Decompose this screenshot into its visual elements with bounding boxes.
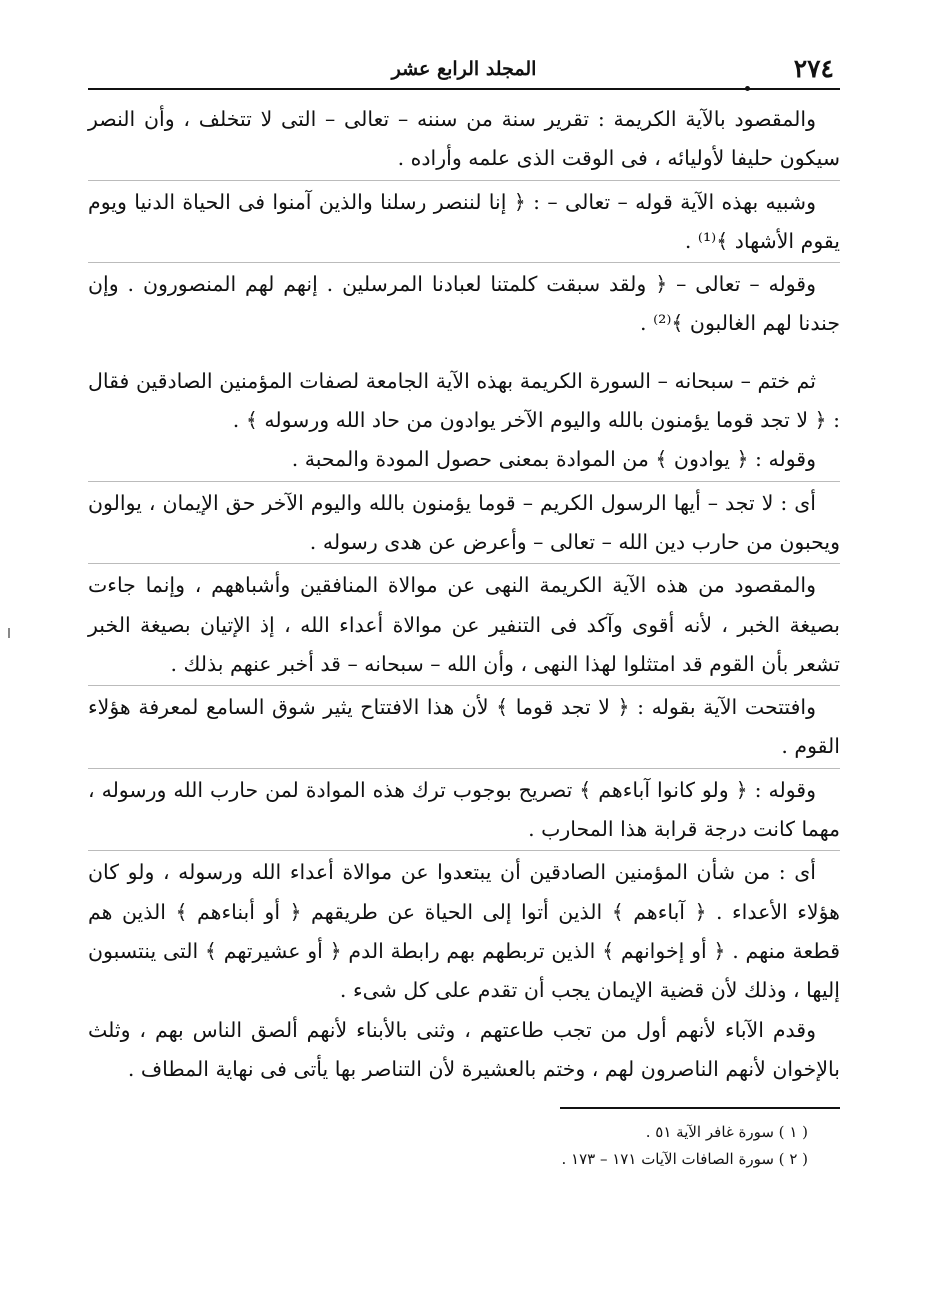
paragraph: ثم ختم – سبحانه – السورة الكريمة بهذه الآية الجامعة لصفات المؤمنين الصادقين فقال : ﴿ لا تجد قوما يؤمنون بالله واليوم الآخر يوادون من حاد الله ورسوله ﴾ .	[88, 368, 840, 433]
paragraph: والمقصود بالآية الكريمة : تقرير سنة من سننه – تعالى – التى لا تتخلف ، وأن النصر سيكون حليفا لأوليائه ، فى الوقت الذى علمه وأراده .	[88, 107, 840, 171]
running-title: المجلد الرابع عشر	[391, 58, 537, 80]
paragraph-divider	[88, 481, 840, 482]
footnote: ( ١ ) سورة غافر الآية ٥١ .	[645, 1123, 808, 1142]
page-header	[88, 50, 840, 90]
footnote: ( ٢ ) سورة الصافات الآيات ١٧١ – ١٧٣ .	[561, 1150, 808, 1169]
paragraph-divider	[88, 768, 840, 769]
paragraph-divider	[88, 850, 840, 851]
section-gap	[88, 344, 840, 362]
paragraph-divider	[88, 180, 840, 181]
paragraph: وقدم الآباء لأنهم أول من تجب طاعتهم ، وثنى بالأبناء لأنهم ألصق الناس بهم ، وثلث بالإخوان لأنهم الناصرون لهم ، وختم بالعشيرة لأن التناصر بها يأتى فى نهاية المطاف .	[88, 1017, 840, 1081]
paragraph: أى : من شأن المؤمنين الصادقين أن يبتعدوا عن موالاة أعداء الله ورسوله ، ولو كان هؤلاء الأعداء . ﴿ آباءهم ﴾ الذين أتوا إلى الحياة عن طريقهم ﴿ أو أبناءهم ﴾ الذين هم قطعة منهم . ﴿ أو إخوانهم ﴾ الذين تربطهم بهم رابطة الدم ﴿ أو عشيرتهم ﴾ التى ينتسبون إليها ، وذلك لأن قضية الإيمان يجب أن تقدم على كل شىء .	[88, 860, 840, 1003]
header-ornament-dot	[745, 86, 750, 91]
footnotes	[88, 1109, 840, 1173]
paragraph: والمقصود من هذه الآية الكريمة النهى عن موالاة المنافقين وأشباههم ، وإنما جاءت بصيغة الخبر ، لأنه أقوى وآكد فى التنفير عن موالاة أعداء الله ، إذ الإتيان بصيغة الخبر تشعر بأن القوم قد امتثلوا لهذا النهى ، وأن الله – سبحانه – قد أخبر عنهم بذلك .	[88, 573, 840, 676]
book-page	[88, 50, 840, 1173]
paragraph: وقوله – تعالى – ﴿ ولقد سبقت كلمتنا لعبادنا المرسلين . إنهم لهم المنصورون . وإن جندنا لهم الغالبون ﴾⁽²⁾ .	[88, 272, 840, 336]
paragraph: أى : لا تجد – أيها الرسول الكريم – قوما يؤمنون بالله واليوم الآخر حق الإيمان ، يوالون ويحبون من حارب دين الله – تعالى – وأعرض عن هدى رسوله .	[88, 490, 840, 554]
paragraph: وشبيه بهذه الآية قوله – تعالى – : ﴿ إنا لننصر رسلنا والذين آمنوا فى الحياة الدنيا ويوم يقوم الأشهاد ﴾⁽¹⁾ .	[88, 189, 840, 253]
paragraph: وقوله : ﴿ يوادون ﴾ من الموادة بمعنى حصول المودة والمحبة .	[291, 447, 816, 472]
body-text	[88, 90, 840, 1089]
paragraph-divider	[88, 262, 840, 263]
paragraph-divider	[88, 685, 840, 686]
margin-mark	[8, 628, 10, 638]
page-number: ٢٧٤	[793, 54, 834, 83]
paragraph: وقوله : ﴿ ولو كانوا آباءهم ﴾ تصريح بوجوب ترك هذه الموادة لمن حارب الله ورسوله ، مهما كانت درجة قرابة هذا المحارب .	[88, 777, 840, 842]
paragraph-divider	[88, 563, 840, 564]
paragraph: وافتتحت الآية بقوله : ﴿ لا تجد قوما ﴾ لأن هذا الافتتاح يثير شوق السامع لمعرفة هؤلاء القوم .	[88, 695, 840, 759]
